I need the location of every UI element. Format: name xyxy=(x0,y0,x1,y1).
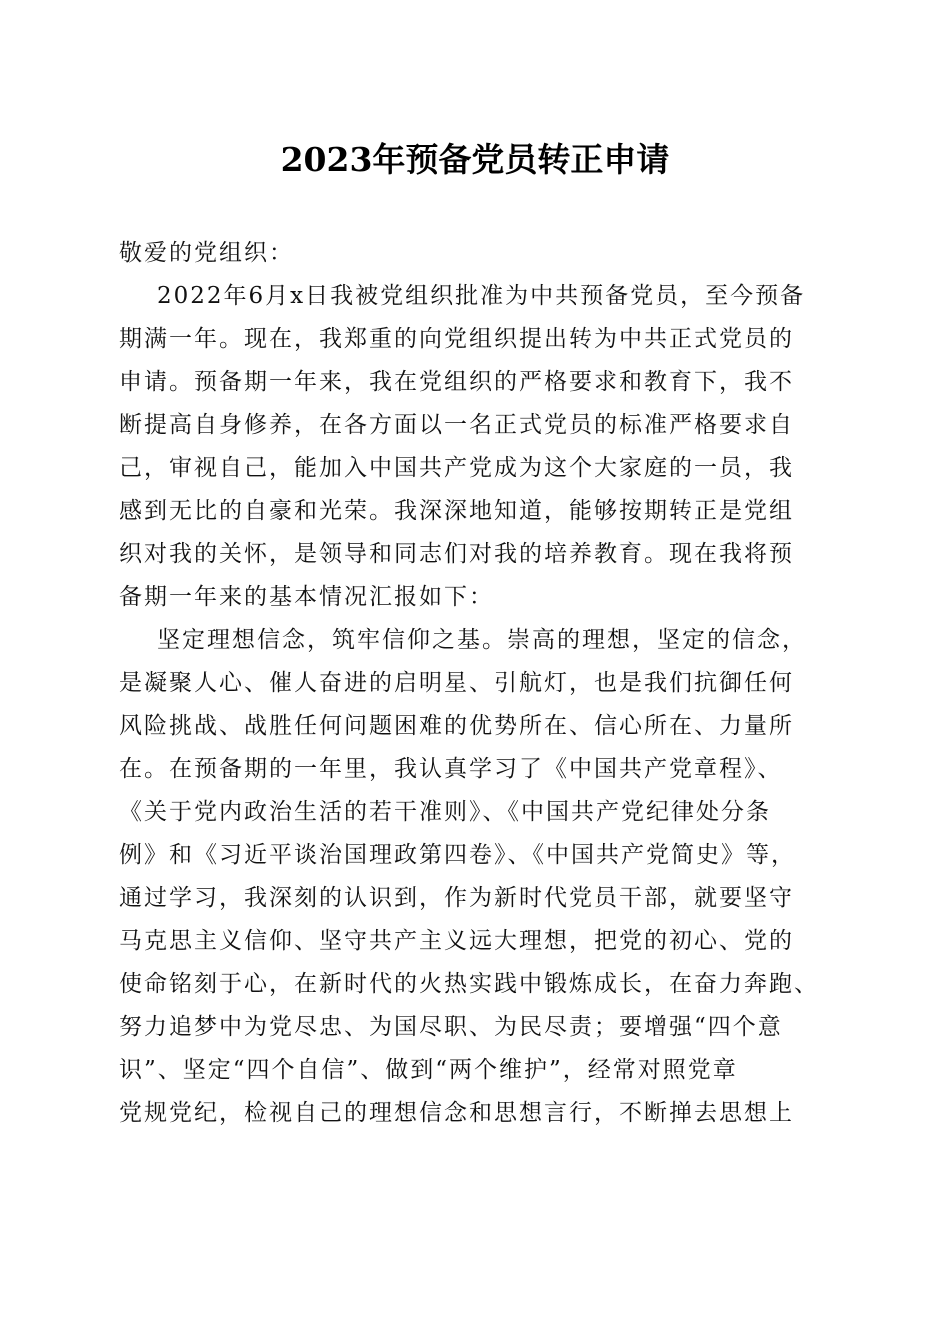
paragraph-line: 党规党纪，检视自己的理想信念和思想言行，不断掸去思想上 xyxy=(119,1100,794,1126)
paragraph-line: 在。在预备期的一年里，我认真学习了《中国共产党章程》、 xyxy=(119,756,783,782)
paragraph-line: 申请。预备期一年来，我在党组织的严格要求和教育下，我不 xyxy=(119,369,794,395)
paragraph-line: 己，审视自己，能加入中国共产党成为这个大家庭的一员，我 xyxy=(119,455,794,481)
document-body xyxy=(119,232,831,1135)
paragraph-line: 织对我的关怀，是领导和同志们对我的培养教育。现在我将预 xyxy=(119,541,794,567)
paragraph-line: 使命铭刻于心，在新时代的火热实践中锻炼成长，在奋力奔跑、 xyxy=(119,971,819,997)
paragraph-line: 坚定理想信念，筑牢信仰之基。崇高的理想，坚定的信念， xyxy=(157,627,807,653)
paragraph-line: 识”、坚定“四个自信”、做到“两个维护”，经常对照党章 xyxy=(119,1057,738,1083)
paragraph-line: 例》和《习近平谈治国理政第四卷》、《中国共产党简史》等， xyxy=(119,842,796,868)
document-title: 2023年预备党员转正申请 xyxy=(280,140,670,179)
paragraph-line: 断提高自身修养，在各方面以一名正式党员的标准严格要求自 xyxy=(119,412,794,438)
paragraph-line: 期满一年。现在，我郑重的向党组织提出转为中共正式党员的 xyxy=(119,326,794,352)
paragraph-line: 马克思主义信仰、坚守共产主义远大理想，把党的初心、党的 xyxy=(119,928,794,954)
paragraph-line: 2022年6月x日我被党组织批准为中共预备党员，至今预备 xyxy=(157,283,806,309)
paragraph-line: 通过学习，我深刻的认识到，作为新时代党员干部，就要坚守 xyxy=(119,885,794,911)
paragraph-line: 感到无比的自豪和光荣。我深深地知道，能够按期转正是党组 xyxy=(119,498,794,524)
paragraph-line: 努力追梦中为党尽忠、为国尽职、为民尽责；要增强“四个意 xyxy=(119,1014,783,1040)
paragraph-line: 是凝聚人心、催人奋进的启明星、引航灯，也是我们抗御任何 xyxy=(119,670,794,696)
paragraph-line: 备期一年来的基本情况汇报如下： xyxy=(119,584,494,610)
salutation: 敬爱的党组织： xyxy=(119,240,294,266)
paragraph-line: 风险挑战、战胜任何问题困难的优势所在、信心所在、力量所 xyxy=(119,713,794,739)
paragraph-line: 《关于党内政治生活的若干准则》、《中国共产党纪律处分条 xyxy=(119,799,771,825)
